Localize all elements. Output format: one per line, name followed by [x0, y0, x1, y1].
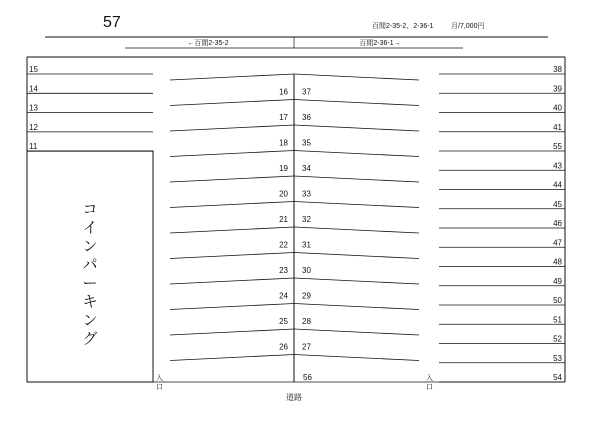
center-right-divider [294, 355, 419, 361]
coin-parking-char: ン [82, 238, 98, 255]
entrance-right-char-1: 入 [426, 375, 433, 382]
space-55-label: 55 [553, 142, 562, 151]
space-18-label: 18 [279, 138, 288, 148]
center-left-divider [170, 125, 294, 131]
center-left-divider [170, 227, 294, 233]
space-13-label: 13 [29, 103, 38, 113]
space-44-label: 44 [553, 180, 562, 190]
space-25-label: 25 [279, 317, 288, 326]
space-47-label: 47 [553, 238, 562, 248]
left-edge-spaces [27, 65, 153, 151]
center-right-divider [294, 74, 419, 80]
space-36-label: 36 [302, 113, 311, 122]
center-left-divider [170, 253, 294, 259]
coin-parking-label [82, 201, 97, 348]
space-34-label: 34 [302, 164, 311, 173]
space-37-label: 37 [302, 87, 311, 97]
center-right-divider [294, 329, 419, 335]
address-text: 百閒2-35-2、2-36-1 [372, 23, 434, 30]
right-edge-spaces [439, 65, 565, 382]
space-23-label: 23 [279, 266, 288, 275]
space-50-label: 50 [553, 296, 562, 305]
space-20-label: 20 [279, 189, 288, 199]
coin-parking-char: ー [82, 275, 98, 292]
center-right-divider [294, 176, 419, 182]
section-right-label: 百閒2-36-1→ [359, 40, 401, 47]
center-left-divider [170, 202, 294, 208]
space-46-label: 46 [553, 219, 562, 228]
coin-parking-char: イ [82, 219, 98, 237]
center-left-divider [170, 74, 294, 80]
coin-parking-char: コ [82, 201, 98, 218]
lot-number: 57 [103, 14, 121, 31]
section-left-label: ←百閒2-35-2 [187, 40, 229, 47]
space-35-label: 35 [302, 138, 311, 148]
center-right-divider [294, 253, 419, 259]
space-52-label: 52 [553, 334, 562, 344]
space-28-label: 28 [302, 317, 311, 326]
space-43-label: 43 [553, 161, 562, 171]
space-48-label: 48 [553, 257, 562, 267]
center-left-divider [170, 151, 294, 157]
coin-parking-char: ン [82, 312, 98, 329]
center-right-divider [294, 202, 419, 208]
space-30-label: 30 [302, 266, 311, 275]
entrance-left-char-1: 入 [156, 375, 163, 382]
center-right-divider [294, 125, 419, 131]
road-label: 道路 [286, 393, 302, 402]
coin-parking-char: グ [82, 330, 98, 348]
space-26-label: 26 [279, 342, 288, 352]
space-19-label: 19 [279, 164, 288, 173]
coin-parking-char: キ [82, 293, 98, 311]
center-left-divider [170, 304, 294, 310]
entrance-left-char-2: 口 [156, 384, 163, 391]
center-left-divider [170, 355, 294, 361]
space-39-label: 39 [553, 84, 562, 94]
coin-parking-char: パ [82, 256, 98, 274]
center-left-divider [170, 278, 294, 284]
space-33-label: 33 [302, 189, 311, 199]
space-31-label: 31 [302, 240, 311, 250]
center-right-divider [294, 227, 419, 233]
center-left-divider [170, 100, 294, 106]
entrance-right-char-2: 口 [426, 384, 433, 391]
space-16-label: 16 [279, 87, 288, 97]
space-41-label: 41 [553, 122, 562, 132]
space-40-label: 40 [553, 103, 562, 113]
center-right-divider [294, 100, 419, 106]
center-right-divider [294, 304, 419, 310]
space-27-label: 27 [302, 342, 311, 352]
space-56-label: 56 [303, 373, 312, 382]
space-51-label: 51 [553, 315, 562, 325]
space-15-label: 15 [29, 65, 38, 74]
space-12-label: 12 [29, 122, 38, 132]
space-54-label: 54 [553, 373, 562, 382]
space-14-label: 14 [29, 84, 38, 94]
price-text: 月/7,000円 [451, 23, 485, 30]
space-11-label: 11 [29, 142, 38, 152]
space-32-label: 32 [302, 215, 311, 224]
space-17-label: 17 [279, 113, 288, 122]
space-53-label: 53 [553, 353, 562, 363]
space-24-label: 24 [279, 291, 288, 301]
space-21-label: 21 [279, 215, 288, 224]
space-49-label: 49 [553, 276, 562, 286]
center-left-divider [170, 329, 294, 335]
space-45-label: 45 [553, 199, 562, 209]
space-22-label: 22 [279, 240, 288, 250]
center-left-divider [170, 176, 294, 182]
center-right-divider [294, 151, 419, 157]
space-29-label: 29 [302, 291, 311, 301]
space-38-label: 38 [553, 65, 562, 74]
center-right-divider [294, 278, 419, 284]
